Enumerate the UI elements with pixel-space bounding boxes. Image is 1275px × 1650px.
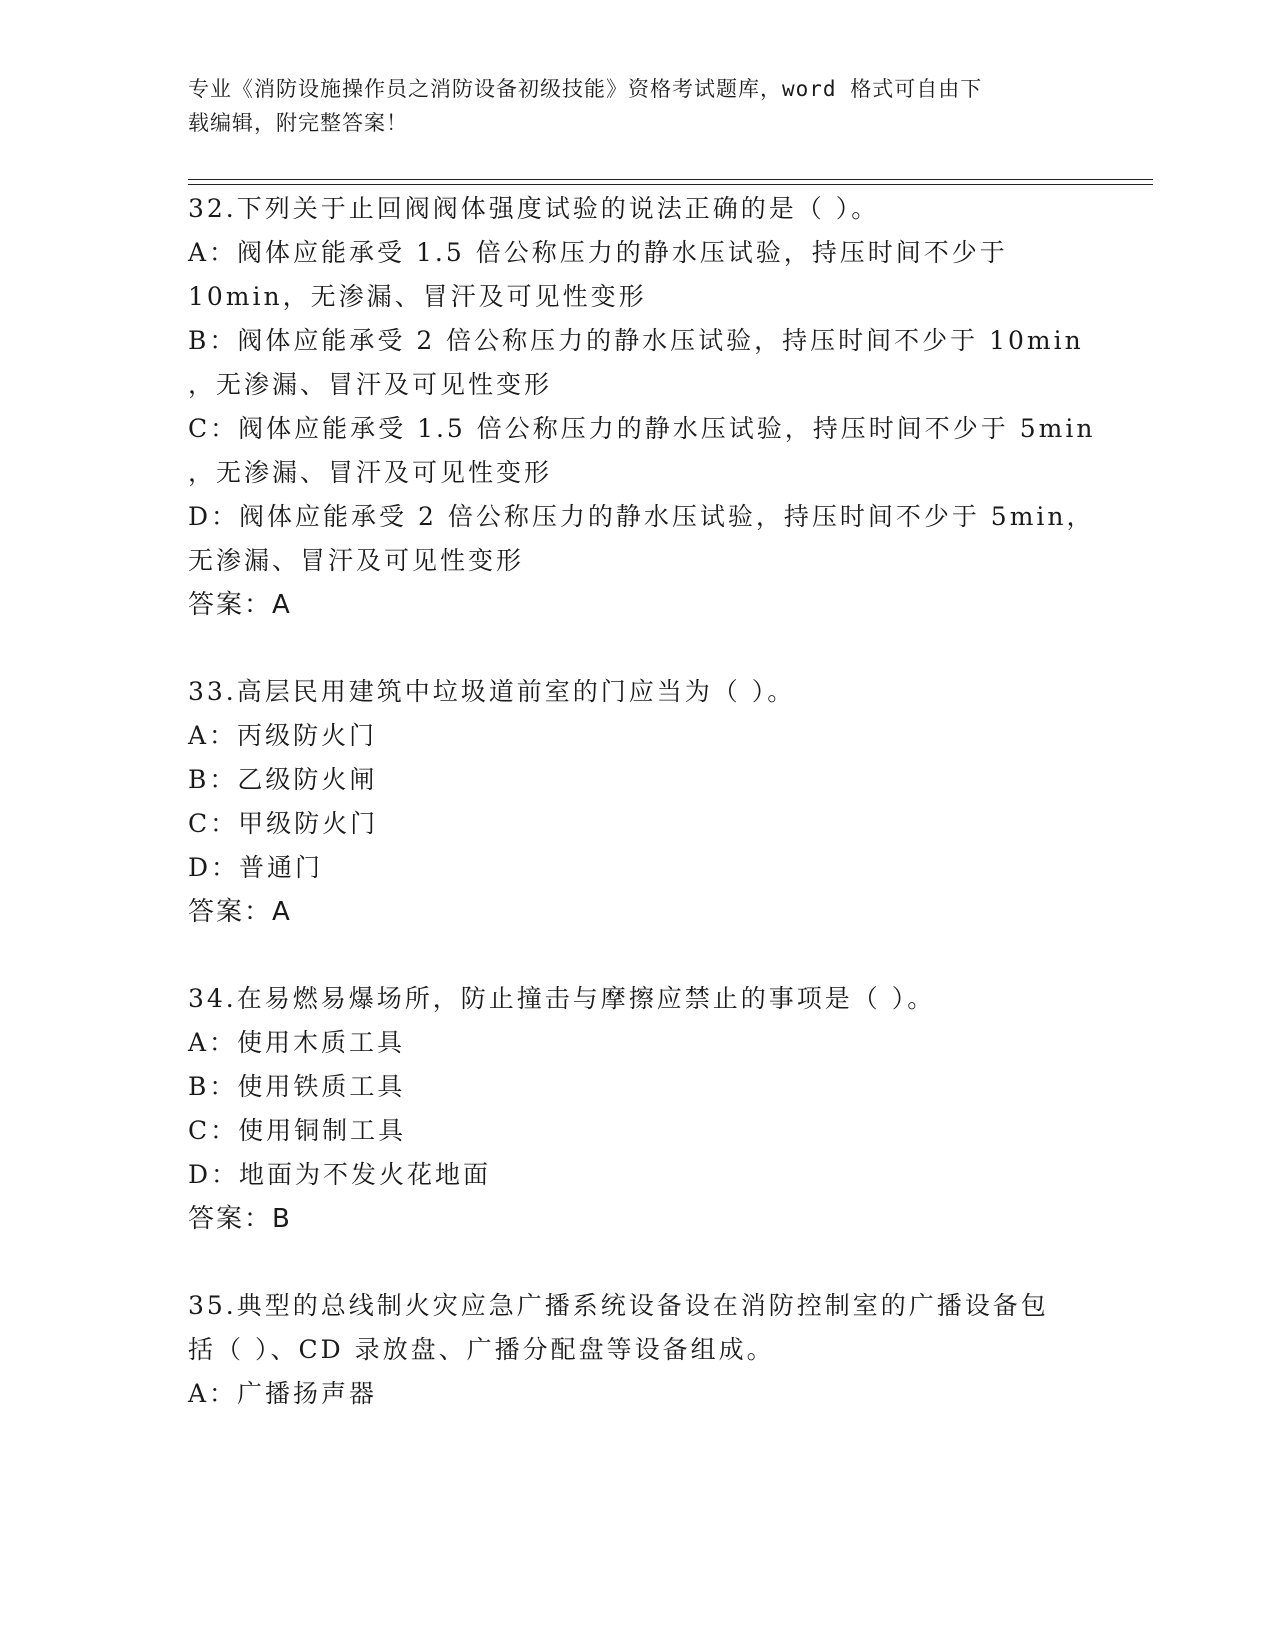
question-35-stem: 35.典型的总线制火灾应急广播系统设备设在消防控制室的广播设备包 [188,1291,1049,1320]
question-32-option-a-cont: 10min，无渗漏、冒汗及可见性变形 [188,282,647,311]
question-35-option-a: A：广播扬声器 [188,1379,378,1408]
question-35-stem-cont: 括（ ）、CD 录放盘、广播分配盘等设备组成。 [188,1335,775,1364]
question-32-option-d: D：阀体应能承受 2 倍公称压力的静水压试验，持压时间不少于 5min， [188,502,1095,531]
question-33-answer: 答案：A [188,897,292,927]
question-32-option-a: A：阀体应能承受 1.5 倍公称压力的静水压试验，持压时间不少于 [188,238,1008,267]
question-33-option-a: A：丙级防火门 [188,721,378,750]
question-32-option-b: B：阀体应能承受 2 倍公称压力的静水压试验，持压时间不少于 10min [188,326,1084,355]
question-34-option-d: D：地面为不发火花地面 [188,1160,492,1189]
question-33-option-c: C：甲级防火门 [188,809,379,838]
header-line-2: 载编辑，附完整答案！ [188,111,408,135]
question-32-stem: 32.下列关于止回阀阀体强度试验的说法正确的是（ ）。 [188,194,880,223]
document-header [188,72,1088,140]
question-34-option-b: B：使用铁质工具 [188,1072,406,1101]
question-32-answer: 答案：A [188,590,292,620]
header-divider-top [188,179,1153,180]
question-33-stem: 33.高层民用建筑中垃圾道前室的门应当为（ ）。 [188,677,796,706]
question-32-option-c: C：阀体应能承受 1.5 倍公称压力的静水压试验，持压时间不少于 5min [188,414,1096,443]
question-33-option-d: D：普通门 [188,853,324,882]
question-32-option-d-cont: 无渗漏、冒汗及可见性变形 [188,546,525,575]
header-line-1: 专业《消防设施操作员之消防设备初级技能》资格考试题库，word 格式可自由下 [188,77,983,101]
question-32-option-c-cont: ，无渗漏、冒汗及可见性变形 [188,458,553,487]
question-33-option-b: B：乙级防火闸 [188,765,378,794]
question-34-stem: 34.在易燃易爆场所，防止撞击与摩擦应禁止的事项是（ ）。 [188,984,936,1013]
header-divider-bottom [188,184,1153,185]
question-34-option-a: A：使用木质工具 [188,1028,406,1057]
question-32-option-b-cont: ，无渗漏、冒汗及可见性变形 [188,370,553,399]
question-34-answer: 答案：B [188,1204,292,1234]
question-34-option-c: C：使用铜制工具 [188,1116,407,1145]
